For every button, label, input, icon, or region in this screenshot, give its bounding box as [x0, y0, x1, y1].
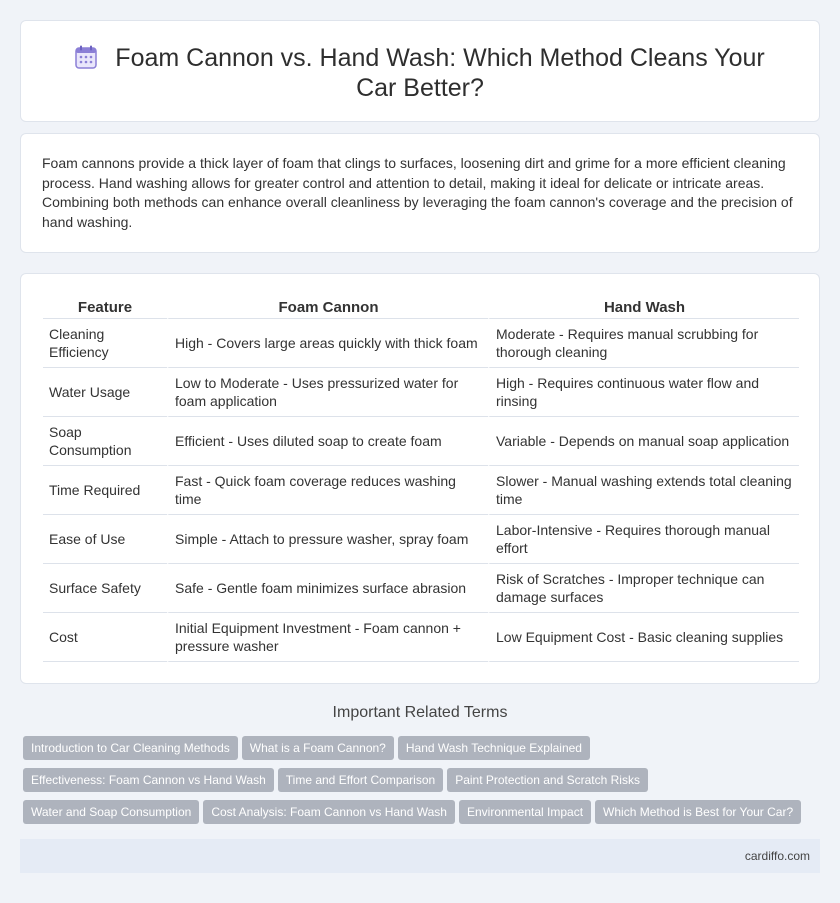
- tag-row: [23, 768, 813, 800]
- feature-cell: Water Usage: [43, 368, 167, 417]
- title-card: [20, 20, 820, 122]
- column-header-hand-wash: Hand Wash: [488, 294, 799, 319]
- page-title: [61, 43, 779, 103]
- table-row: [43, 613, 799, 662]
- hand-wash-cell: Moderate - Requires manual scrubbing for thorough cleaning: [488, 319, 799, 368]
- related-terms-list: [23, 736, 813, 832]
- table-header-row: [43, 294, 799, 319]
- tag-row: [23, 736, 813, 768]
- hand-wash-cell: Slower - Manual washing extends total cleaning time: [488, 466, 799, 515]
- hand-wash-cell: Variable - Depends on manual soap application: [488, 417, 799, 466]
- page-title-text: Foam Cannon vs. Hand Wash: Which Method Cleans Your Car Better?: [115, 44, 765, 102]
- foam-cannon-cell: Initial Equipment Investment - Foam cannon + pressure washer: [167, 613, 488, 662]
- table-row: [43, 417, 799, 466]
- footer: [20, 839, 820, 873]
- related-term-tag[interactable]: Water and Soap Consumption: [23, 800, 199, 824]
- related-term-tag[interactable]: Environmental Impact: [459, 800, 591, 824]
- feature-cell: Cleaning Efficiency: [43, 319, 167, 368]
- comparison-table-card: [20, 273, 820, 684]
- tag-row: [23, 800, 813, 832]
- feature-cell: Cost: [43, 613, 167, 662]
- foam-cannon-cell: Efficient - Uses diluted soap to create foam: [167, 417, 488, 466]
- hand-wash-cell: High - Requires continuous water flow and rinsing: [488, 368, 799, 417]
- related-terms-heading: Important Related Terms: [332, 704, 508, 721]
- column-header-feature: Feature: [43, 294, 167, 319]
- related-term-tag[interactable]: Cost Analysis: Foam Cannon vs Hand Wash: [203, 800, 455, 824]
- related-term-tag[interactable]: Introduction to Car Cleaning Methods: [23, 736, 238, 760]
- foam-cannon-cell: Low to Moderate - Uses pressurized water for foam application: [167, 368, 488, 417]
- intro-paragraph: Foam cannons provide a thick layer of foam that clings to surfaces, loosening dirt and grime for a more efficient cleaning process. Hand washing allows for greater control and attention to detail, making it ideal for delicate or intricate areas. Combining both methods can enhance overall cleanliness by leveraging the foam cannon's coverage and the precision of hand washing.: [42, 155, 793, 230]
- feature-cell: Surface Safety: [43, 564, 167, 613]
- calendar-icon: [75, 45, 97, 69]
- table-row: [43, 466, 799, 515]
- column-header-foam-cannon: Foam Cannon: [167, 294, 488, 319]
- foam-cannon-cell: Fast - Quick foam coverage reduces washing time: [167, 466, 488, 515]
- table-row: [43, 564, 799, 613]
- footer-site-link[interactable]: cardiffo.com: [744, 849, 810, 863]
- feature-cell: Time Required: [43, 466, 167, 515]
- hand-wash-cell: Labor-Intensive - Requires thorough manual effort: [488, 515, 799, 564]
- foam-cannon-cell: High - Covers large areas quickly with thick foam: [167, 319, 488, 368]
- intro-card: [20, 133, 820, 253]
- hand-wash-cell: Low Equipment Cost - Basic cleaning supplies: [488, 613, 799, 662]
- related-term-tag[interactable]: Which Method is Best for Your Car?: [595, 800, 801, 824]
- related-term-tag[interactable]: What is a Foam Cannon?: [242, 736, 394, 760]
- related-term-tag[interactable]: Time and Effort Comparison: [278, 768, 443, 792]
- related-term-tag[interactable]: Effectiveness: Foam Cannon vs Hand Wash: [23, 768, 274, 792]
- related-term-tag[interactable]: Hand Wash Technique Explained: [398, 736, 590, 760]
- table-row: [43, 319, 799, 368]
- foam-cannon-cell: Safe - Gentle foam minimizes surface abrasion: [167, 564, 488, 613]
- table-row: [43, 368, 799, 417]
- related-term-tag[interactable]: Paint Protection and Scratch Risks: [447, 768, 648, 792]
- hand-wash-cell: Risk of Scratches - Improper technique can damage surfaces: [488, 564, 799, 613]
- comparison-table: [43, 294, 799, 662]
- table-row: [43, 515, 799, 564]
- feature-cell: Ease of Use: [43, 515, 167, 564]
- feature-cell: Soap Consumption: [43, 417, 167, 466]
- foam-cannon-cell: Simple - Attach to pressure washer, spray foam: [167, 515, 488, 564]
